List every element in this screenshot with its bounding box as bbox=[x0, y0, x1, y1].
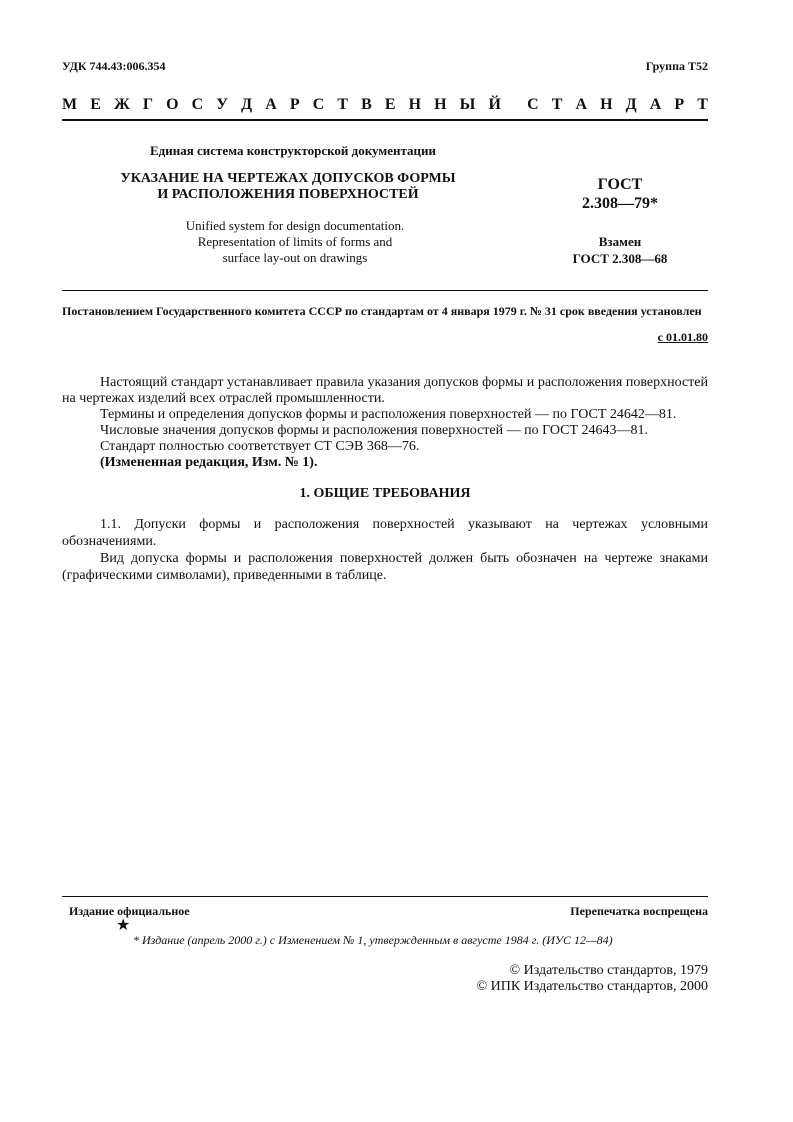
banner-letter: Н bbox=[408, 96, 422, 113]
edition-note: * Издание (апрель 2000 г.) с Изменением № 1, утвержденным в августе 1984 г. (ИУС 12—84) bbox=[133, 933, 613, 947]
banner-letter: О bbox=[166, 96, 179, 113]
copyright-1979: © Издательство стандартов, 1979 bbox=[509, 963, 708, 978]
intro-paragraph-2: Термины и определения допусков формы и расположения поверхностей — по ГОСТ 24642—81. bbox=[100, 407, 677, 422]
banner-letter: А bbox=[265, 96, 277, 113]
gost-code bbox=[560, 175, 680, 213]
footer-rule bbox=[62, 896, 708, 897]
copyright-2000: © ИПК Издательство стандартов, 2000 bbox=[476, 979, 708, 994]
system-name: Единая система конструкторской документации bbox=[150, 143, 436, 158]
banner-letter: Й bbox=[488, 96, 501, 113]
intro-paragraph-4: Стандарт полностью соответствует СТ СЭВ 368—76. bbox=[100, 439, 420, 454]
banner-letter: Д bbox=[625, 96, 637, 113]
replaces-block bbox=[555, 233, 685, 267]
header-rule bbox=[62, 119, 708, 121]
gost-code-label: ГОСТ bbox=[597, 176, 643, 193]
banner-letter: А bbox=[575, 96, 588, 113]
banner-letter: Т bbox=[551, 96, 563, 113]
banner-letter: Р bbox=[289, 96, 300, 113]
section-heading: 1. ОБЩИЕ ТРЕБОВАНИЯ bbox=[299, 486, 471, 501]
banner-letter: Т bbox=[337, 96, 349, 113]
banner-letter: Р bbox=[674, 96, 685, 113]
replaces-label: Взамен bbox=[598, 234, 642, 249]
banner-letter: С bbox=[191, 96, 204, 113]
interstate-standard-banner bbox=[62, 96, 708, 114]
official-edition-label: Издание официальное bbox=[69, 904, 190, 918]
section-paragraph-2: Вид допуска формы и расположения поверхностей должен быть обозначен на чертеже знаками (графическими символами), приведенными в таблице. bbox=[62, 551, 708, 583]
english-title-line-2: Representation of limits of forms and bbox=[197, 234, 393, 249]
english-title bbox=[150, 218, 440, 266]
title-line-2: И РАСПОЛОЖЕНИЯ ПОВЕРХНОСТЕЙ bbox=[157, 187, 419, 202]
banner-letter: М bbox=[62, 96, 78, 113]
banner-letter: Е bbox=[90, 96, 101, 113]
english-title-line-1: Unified system for design documentation. bbox=[185, 218, 405, 233]
banner-letter: С bbox=[527, 96, 539, 113]
amendment-note: (Измененная редакция, Изм. № 1). bbox=[100, 455, 318, 470]
banner-letter: Т bbox=[697, 96, 708, 113]
title-line-1: УКАЗАНИЕ НА ЧЕРТЕЖАХ ДОПУСКОВ ФОРМЫ bbox=[120, 171, 456, 186]
banner-letter: Е bbox=[384, 96, 396, 113]
decree-text: Постановлением Государственного комитета СССР по стандартам от 4 января 1979 г. № 31 срок введения установлен bbox=[62, 304, 702, 318]
replaces-code: ГОСТ 2.308—68 bbox=[572, 251, 668, 266]
banner-letter: Н bbox=[600, 96, 613, 113]
standard-title bbox=[118, 171, 458, 203]
introduction-date: с 01.01.80 bbox=[657, 330, 708, 344]
banner-letter: Г bbox=[142, 96, 154, 113]
banner-letter: Ж bbox=[113, 96, 130, 113]
title-rule bbox=[62, 290, 708, 291]
star-icon: ★ bbox=[116, 917, 131, 934]
gost-code-number: 2.308—79* bbox=[582, 195, 658, 212]
banner-letter: В bbox=[361, 96, 372, 113]
section-text bbox=[62, 516, 708, 584]
group-code: Группа Т52 bbox=[645, 59, 708, 73]
intro-text bbox=[62, 375, 708, 471]
banner-letter: А bbox=[649, 96, 662, 113]
banner-letter: С bbox=[312, 96, 325, 113]
section-paragraph-1: 1.1. Допуски формы и расположения поверхностей указывают на чертежах условными обозначениями. bbox=[62, 517, 708, 549]
english-title-line-3: surface lay-out on drawings bbox=[222, 250, 368, 265]
banner-letter: Ы bbox=[459, 96, 476, 113]
intro-paragraph-1: Настоящий стандарт устанавливает правила указания допусков формы и расположения поверхностей на чертежах изделий всех отраслей промышленности. bbox=[62, 375, 708, 406]
banner-letter: Н bbox=[434, 96, 447, 113]
udk-code: УДК 744.43:006.354 bbox=[62, 59, 166, 73]
reprint-prohibited-label: Перепечатка воспрещена bbox=[570, 904, 708, 918]
intro-paragraph-3: Числовые значения допусков формы и расположения поверхностей — по ГОСТ 24643—81. bbox=[100, 423, 649, 438]
banner-letter: Д bbox=[241, 96, 253, 113]
banner-letter: У bbox=[216, 96, 229, 113]
